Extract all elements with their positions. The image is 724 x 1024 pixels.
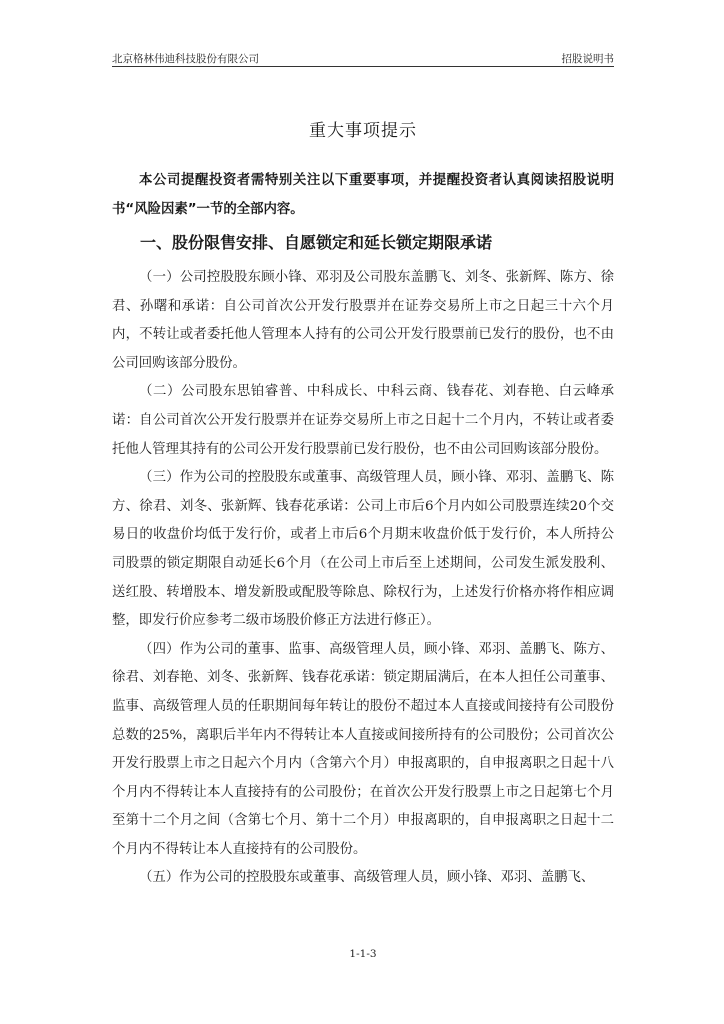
paragraph-4: （四）作为公司的董事、监事、高级管理人员，顾小锋、邓羽、盖鹏飞、陈方、徐君、刘春艳、刘冬、张新辉、钱春花承诺：锁定期届满后，在本人担任公司董事、监事、高级管理人员的任职期间每年转让的股份不超过本人直接或间接持有公司股份总数的25%，离职后半年内不得转让本人直接或间接所持有的公司股份；公司首次公开发行股票上市之日起六个月内（含第六个月）申报离职的，自申报离职之日起十八个月内不得转让本人直接持有的公司股份；在首次公开发行股票上市之日起第七个月至第十二个月之间（含第七个月、第十二个月）申报离职的，自申报离职之日起十二个月内不得转让本人直接持有的公司股份。 <box>112 641 614 857</box>
page-number: 1-1-3 <box>349 948 377 960</box>
section-heading: 一、股份限售安排、自愿锁定和延长锁定期限承诺 <box>140 233 493 252</box>
page-header <box>112 46 614 67</box>
paragraph-1: （一）公司控股股东顾小锋、邓羽及公司股东盖鹏飞、刘冬、张新辉、陈方、徐君、孙曙和承诺：自公司首次公开发行股票并在证券交易所上市之日起三十六个月内，不转让或者委托他人管理本人持有的公司公开发行股票前已发行的股份，也不由公司回购该部分股份。 <box>112 270 614 371</box>
body-text <box>112 264 614 893</box>
important-notice: 本公司提醒投资者需特别关注以下重要事项，并提醒投资者认真阅读招股说明书“风险因素”一节的全部内容。 <box>112 173 614 217</box>
paragraph-3: （三）作为公司的控股股东或董事、高级管理人员，顾小锋、邓羽、盖鹏飞、陈方、徐君、刘冬、张新辉、钱春花承诺：公司上市后6个月内如公司股票连续20个交易日的收盘价均低于发行价，或者上市后6个月期末收盘价低于发行价，本人所持公司股票的锁定期限自动延长6个月（在公司上市后至上述期间，公司发生派发股利、送红股、转增股本、增发新股或配股等除息、除权行为，上述发行价格亦将作相应调整，即发行价应参考二级市场股价修正方法进行修正）。 <box>112 470 614 629</box>
paragraph-2: （二）公司股东思铂睿普、中科成长、中科云商、钱春花、刘春艳、白云峰承诺：自公司首次公开发行股票并在证券交易所上市之日起十二个月内，不转让或者委托他人管理其持有的公司公开发行股票前已发行股份，也不由公司回购该部分股份。 <box>112 384 614 457</box>
header-company-name: 北京格林伟迪科技股份有限公司 <box>112 53 259 65</box>
paragraph-5: （五）作为公司的控股股东或董事、高级管理人员，顾小锋、邓羽、盖鹏飞、 <box>139 870 595 886</box>
header-doc-type: 招股说明书 <box>561 53 614 65</box>
page-title: 重大事项提示 <box>309 121 417 141</box>
